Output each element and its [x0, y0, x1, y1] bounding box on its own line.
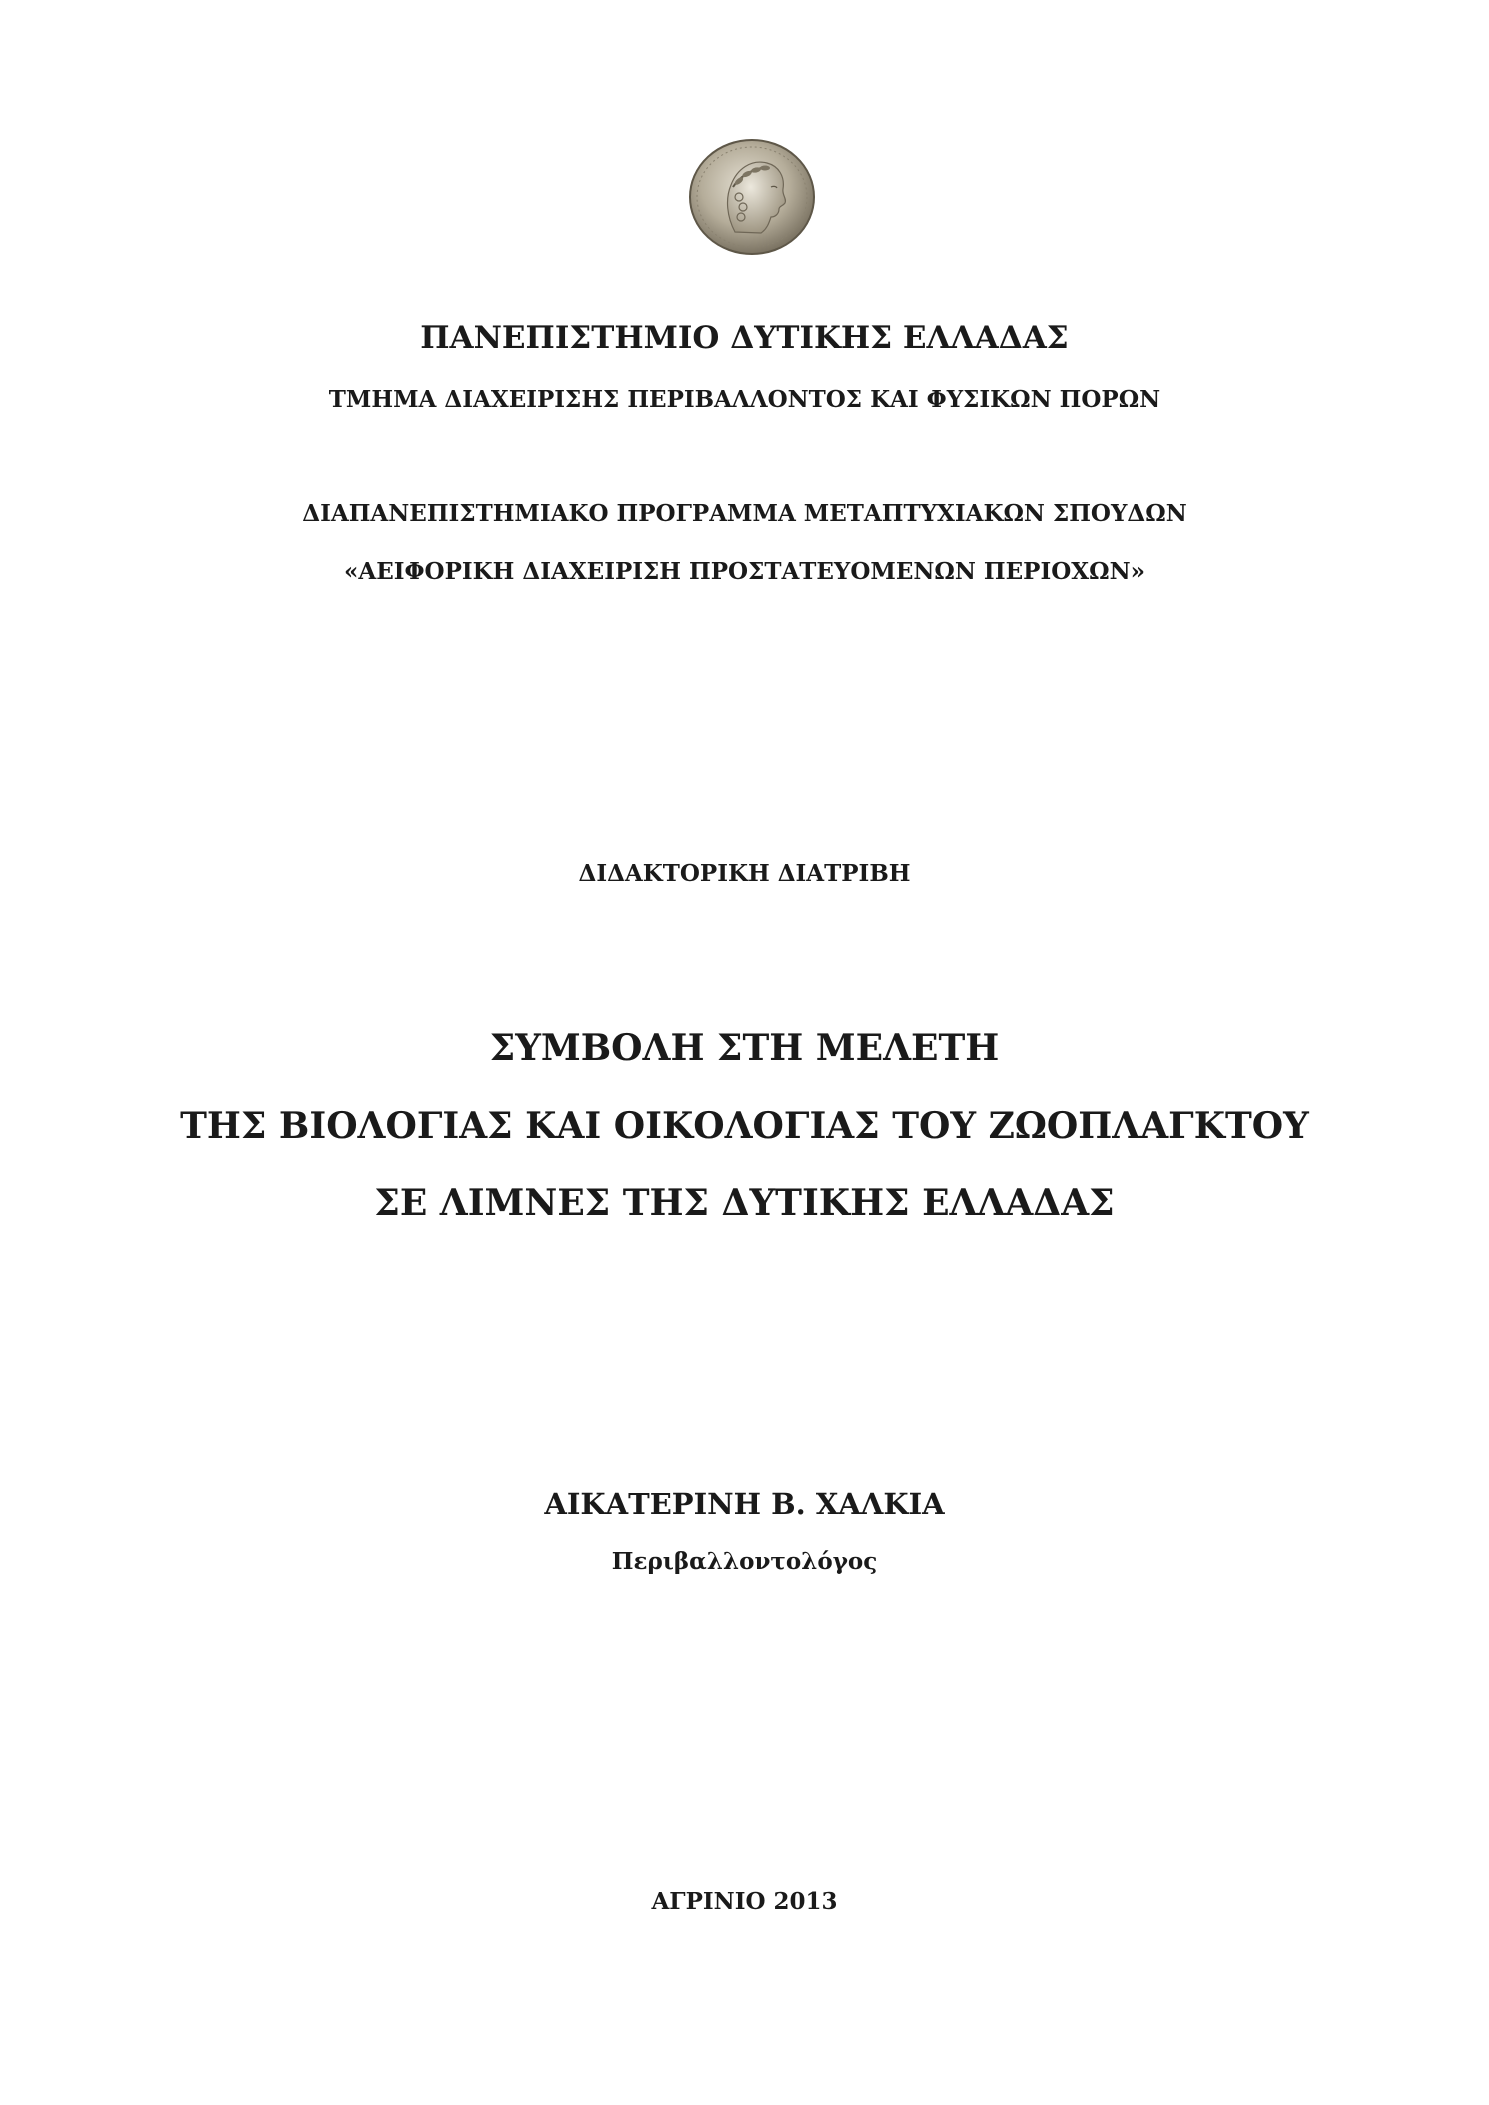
place-and-year: ΑΓΡΙΝΙΟ 2013 — [651, 1888, 838, 1915]
university-name: ΠΑΝΕΠΙΣΤΗΜΙΟ ΔΥΤΙΚΗΣ ΕΛΛΑΔΑΣ — [420, 320, 1069, 356]
department-name: ΤΜΗΜΑ ΔΙΑΧΕΙΡΙΣΗΣ ΠΕΡΙΒΑΛΛΟΝΤΟΣ ΚΑΙ ΦΥΣΙΚΩΝ ΠΟΡΩΝ — [328, 386, 1161, 413]
thesis-title-line-1: ΣΥΜΒΟΛΗ ΣΤΗ ΜΕΛΕΤΗ — [489, 1027, 1000, 1069]
thesis-title-line-2: ΤΗΣ ΒΙΟΛΟΓΙΑΣ ΚΑΙ ΟΙΚΟΛΟΓΙΑΣ ΤΟΥ ΖΩΟΠΛΑΓΚΤΟΥ — [180, 1105, 1309, 1147]
coin-emblem-icon — [687, 137, 817, 257]
program-title: «ΑΕΙΦΟΡΙΚΗ ΔΙΑΧΕΙΡΙΣΗ ΠΡΟΣΤΑΤΕΥΟΜΕΝΩΝ ΠΕΡΙΟΧΩΝ» — [344, 558, 1145, 585]
document-type: ΔΙΔΑΚΤΟΡΙΚΗ ΔΙΑΤΡΙΒΗ — [578, 860, 911, 887]
thesis-title-line-3: ΣΕ ΛΙΜΝΕΣ ΤΗΣ ΔΥΤΙΚΗΣ ΕΛΛΑΔΑΣ — [374, 1182, 1115, 1224]
author-profession: Περιβαλλοντολόγος — [611, 1548, 878, 1575]
program-name: ΔΙΑΠΑΝΕΠΙΣΤΗΜΙΑΚΟ ΠΡΟΓΡΑΜΜΑ ΜΕΤΑΠΤΥΧΙΑΚΩΝ ΣΠΟΥΔΩΝ — [302, 500, 1187, 527]
author-name: ΑΙΚΑΤΕΡΙΝΗ Β. ΧΑΛΚΙΑ — [544, 1487, 945, 1521]
